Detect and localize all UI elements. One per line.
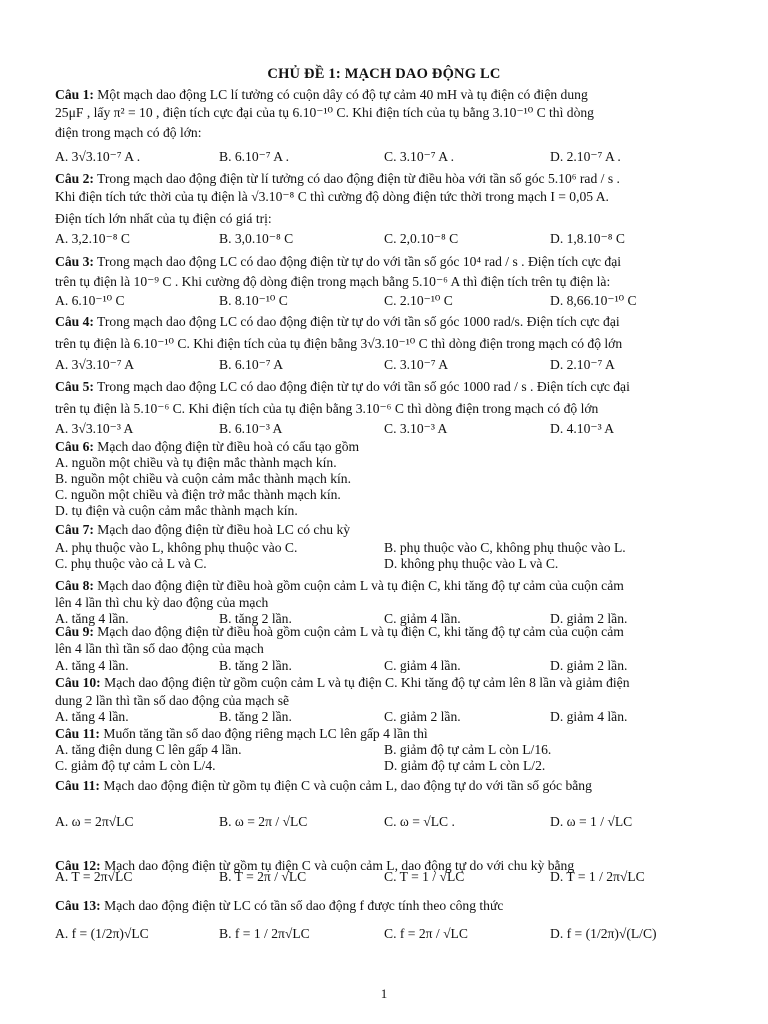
question-text: Trong mạch dao động LC có dao động điện từ tự do với tần số góc 1000 rad / s . Điện tích cực đại bbox=[93, 379, 630, 394]
answer-option-A[interactable]: A. 3,2.10⁻⁸ C bbox=[55, 231, 130, 246]
answer-option-A[interactable]: A. 6.10⁻¹⁰ C bbox=[55, 293, 125, 308]
question-text: Muốn tăng tần số dao động riêng mạch LC lên gấp 4 lần thì bbox=[99, 726, 428, 741]
answer-option-B[interactable]: B. T = 2π / √LC bbox=[219, 869, 307, 884]
answer-option-B[interactable]: B. tăng 2 lần. bbox=[219, 709, 292, 724]
answer-option-D[interactable]: D. ω = 1 / √LC bbox=[550, 814, 633, 829]
answer-option-D[interactable]: D. f = (1/2π)√(L/C) bbox=[550, 926, 657, 941]
question-8-line-1 bbox=[55, 577, 715, 594]
answer-option-C[interactable]: C. ω = √LC . bbox=[384, 814, 455, 829]
question-8-line-2 bbox=[55, 594, 715, 611]
question-label: Câu 9: bbox=[55, 624, 94, 639]
page-number: 1 bbox=[380, 986, 388, 1001]
answer-option-C[interactable]: C. 3.10⁻⁷ A . bbox=[384, 149, 455, 164]
question-2-line-2 bbox=[55, 188, 715, 205]
question-text: Điện tích lớn nhất của tụ điện có giá trị: bbox=[55, 211, 272, 226]
answer-option-C[interactable]: C. giảm 4 lần. bbox=[384, 611, 461, 626]
question-text: Trong mạch dao động điện từ lí tưởng có dao động điện từ điều hòa với tần số góc 5.10⁶ rad / s . bbox=[93, 171, 620, 186]
answer-option-C[interactable]: C. giảm 2 lần. bbox=[384, 709, 461, 724]
answer-option-B[interactable]: B. 6.10⁻³ A bbox=[219, 421, 283, 436]
question-text: lên 4 lần thì tần số dao động của mạch bbox=[55, 641, 264, 656]
question-10-line-1 bbox=[55, 674, 715, 691]
answer-option-A[interactable]: A. tăng 4 lần. bbox=[55, 709, 129, 724]
question-text: Mạch dao động điện từ LC có tần số dao động f được tính theo công thức bbox=[100, 898, 504, 913]
question-text: Một mạch dao động LC lí tưởng có cuộn dây có độ tự cảm 40 mH và tụ điện có điện dung bbox=[93, 87, 588, 102]
question-4-line-1 bbox=[55, 313, 715, 330]
question-label: Câu 6: bbox=[55, 439, 94, 454]
answer-option-C[interactable]: C. 2.10⁻¹⁰ C bbox=[384, 293, 453, 308]
answer-option-A[interactable]: A. nguồn một chiều và tụ điện mắc thành mạch kín. bbox=[55, 455, 337, 470]
question-text: trên tụ điện là 5.10⁻⁶ C. Khi điện tích của tụ điện bằng 3.10⁻⁶ C thì dòng điện trong mạch có độ lớn bbox=[55, 401, 599, 416]
answer-option-D[interactable]: D. giảm 2 lần. bbox=[550, 658, 628, 673]
question-label: Câu 11: bbox=[55, 726, 100, 741]
answer-option-B[interactable]: B. 3,0.10⁻⁸ C bbox=[219, 231, 294, 246]
question-5-line-2 bbox=[55, 400, 715, 417]
question-5-line-1 bbox=[55, 378, 715, 395]
question-text: Mạch dao động điện từ điều hoà có cấu tạo gồm bbox=[93, 439, 360, 454]
question-1-line-1 bbox=[55, 86, 715, 103]
question-text: Khi điện tích tức thời của tụ điện là √3.10⁻⁸ C thì cường độ dòng điện tức thời trong mạch I = 0,05 A. bbox=[55, 189, 609, 204]
question-12-line-1 bbox=[55, 777, 715, 794]
question-text: Mạch dao động điện từ điều hoà gồm cuộn cảm L và tụ điện C, khi tăng độ tự cảm của cuộn cảm bbox=[93, 578, 624, 593]
question-text: dung 2 lần thì tần số dao động của mạch sẽ bbox=[55, 693, 290, 708]
question-label: Câu 4: bbox=[55, 314, 94, 329]
question-9-line-2 bbox=[55, 640, 715, 657]
question-9-line-1 bbox=[55, 623, 715, 640]
answer-option-B[interactable]: B. 6.10⁻⁷ A . bbox=[219, 149, 290, 164]
question-text: trên tụ điện là 6.10⁻¹⁰ C. Khi điện tích của tụ điện bằng 3√3.10⁻¹⁰ C thì dòng điện trong mạch có độ lớn bbox=[55, 336, 623, 351]
answer-row bbox=[55, 149, 715, 167]
answer-option-D[interactable]: D. 2.10⁻⁷ A . bbox=[550, 149, 621, 164]
answer-option-A[interactable]: A. tăng 4 lần. bbox=[55, 611, 129, 626]
question-2-line-1 bbox=[55, 170, 715, 187]
answer-option-A[interactable]: A. phụ thuộc vào L, không phụ thuộc vào C. bbox=[55, 540, 298, 555]
answer-option-C[interactable]: C. giảm độ tự cảm L còn L/4. bbox=[55, 758, 216, 773]
answer-option-B[interactable]: B. 8.10⁻¹⁰ C bbox=[219, 293, 288, 308]
answer-option-A[interactable]: A. f = (1/2π)√LC bbox=[55, 926, 149, 941]
answer-option-D[interactable]: D. 1,8.10⁻⁸ C bbox=[550, 231, 625, 246]
answer-option-A[interactable]: A. T = 2π√LC bbox=[55, 869, 133, 884]
answer-option-C[interactable]: C. 3.10⁻³ A bbox=[384, 421, 448, 436]
question-label: Câu 1: bbox=[55, 87, 94, 102]
answer-row bbox=[55, 814, 715, 832]
answer-option-C[interactable]: C. nguồn một chiều và điện trở mắc thành mạch kín. bbox=[55, 487, 341, 502]
answer-row bbox=[55, 293, 715, 311]
answer-option-C[interactable]: C. phụ thuộc vào cả L và C. bbox=[55, 556, 207, 571]
answer-option-C[interactable]: C. f = 2π / √LC bbox=[384, 926, 468, 941]
answer-option-B[interactable]: B. giảm độ tự cảm L còn L/16. bbox=[384, 742, 552, 757]
question-label: Câu 10: bbox=[55, 675, 101, 690]
question-11-line-1 bbox=[55, 725, 715, 742]
answer-row bbox=[55, 869, 715, 887]
question-10-line-2 bbox=[55, 692, 715, 709]
answer-option-A[interactable]: A. ω = 2π√LC bbox=[55, 814, 134, 829]
answer-option-A[interactable]: A. tăng 4 lần. bbox=[55, 658, 129, 673]
answer-option-D[interactable]: D. T = 1 / 2π√LC bbox=[550, 869, 645, 884]
answer-option-D[interactable]: D. giảm độ tự cảm L còn L/2. bbox=[384, 758, 546, 773]
question-text: 25μF , lấy π² = 10 , điện tích cực đại của tụ 6.10⁻¹⁰ C. Khi điện tích của tụ bằng 3.10⁻¹⁰ C thì dòng bbox=[55, 105, 594, 120]
question-label: Câu 8: bbox=[55, 578, 94, 593]
question-text: Trong mạch dao động LC có dao động điện từ tự do với tần số góc 10⁴ rad / s . Điện tích cực đại bbox=[93, 254, 622, 269]
question-text: Mạch dao động điện từ gồm cuộn cảm L và tụ điện C. Khi tăng độ tự cảm lên 8 lần và giảm điện bbox=[100, 675, 630, 690]
answer-row bbox=[55, 556, 715, 574]
answer-option-C[interactable]: C. 2,0.10⁻⁸ C bbox=[384, 231, 459, 246]
question-2-line-3 bbox=[55, 210, 715, 227]
question-4-line-2 bbox=[55, 335, 715, 352]
question-label: Câu 3: bbox=[55, 254, 94, 269]
answer-row bbox=[55, 758, 715, 776]
question-7-line-1 bbox=[55, 521, 715, 538]
question-text: Trong mạch dao động LC có dao động điện từ tự do với tần số góc 1000 rad/s. Điện tích cực đại bbox=[93, 314, 620, 329]
answer-option-D[interactable]: D. tụ điện và cuộn cảm mắc thành mạch kín. bbox=[55, 503, 298, 518]
answer-option-B[interactable]: B. nguồn một chiều và cuộn cảm mắc thành mạch kín. bbox=[55, 471, 351, 486]
answer-option-D[interactable]: D. giảm 4 lần. bbox=[550, 709, 628, 724]
answer-option-B[interactable]: B. phụ thuộc vào C, không phụ thuộc vào L. bbox=[384, 540, 626, 555]
question-1-line-3 bbox=[55, 124, 715, 141]
question-3-line-2 bbox=[55, 273, 715, 290]
question-6-line-1 bbox=[55, 438, 715, 455]
question-text: điện trong mạch có độ lớn: bbox=[55, 125, 202, 140]
answer-option-A[interactable]: A. 3√3.10⁻³ A bbox=[55, 421, 134, 436]
question-text: Mạch dao động điện từ điều hoà gồm cuộn cảm L và tụ điện C, khi tăng độ tự cảm của cuộn cảm bbox=[93, 624, 624, 639]
answer-option-D[interactable]: D. 8,66.10⁻¹⁰ C bbox=[550, 293, 637, 308]
question-label: Câu 12: bbox=[55, 858, 101, 873]
question-label: Câu 5: bbox=[55, 379, 94, 394]
question-label: Câu 7: bbox=[55, 522, 94, 537]
answer-option-B[interactable]: B. tăng 2 lần. bbox=[219, 658, 292, 673]
question-3-line-1 bbox=[55, 253, 715, 270]
answer-row bbox=[55, 503, 715, 521]
answer-option-B[interactable]: B. f = 1 / 2π√LC bbox=[219, 926, 310, 941]
answer-row bbox=[55, 357, 715, 375]
question-label: Câu 2: bbox=[55, 171, 94, 186]
answer-option-B[interactable]: B. tăng 2 lần. bbox=[219, 611, 292, 626]
page-title: CHỦ ĐỀ 1: MẠCH DAO ĐỘNG LC bbox=[267, 66, 501, 82]
answer-row bbox=[55, 926, 715, 944]
question-text: Mạch dao động điện từ gồm tụ điện C và cuộn cảm L, dao động tự do với chu kỳ bằng bbox=[100, 858, 575, 873]
question-label: Câu 13: bbox=[55, 898, 101, 913]
question-1-line-2 bbox=[55, 104, 715, 121]
answer-option-D[interactable]: D. không phụ thuộc vào L và C. bbox=[384, 556, 559, 571]
question-text: Mạch dao động điện từ điều hoà LC có chu kỳ bbox=[93, 522, 351, 537]
answer-option-D[interactable]: D. giảm 2 lần. bbox=[550, 611, 628, 626]
question-label: Câu 11: bbox=[55, 778, 100, 793]
answer-row bbox=[55, 231, 715, 249]
answer-option-D[interactable]: D. 4.10⁻³ A bbox=[550, 421, 615, 436]
question-text: trên tụ điện là 10⁻⁹ C . Khi cường độ dòng điện trong mạch bằng 5.10⁻⁶ A thì điện tích trên tụ điện là: bbox=[55, 274, 611, 289]
answer-row bbox=[55, 421, 715, 439]
answer-option-C[interactable]: C. T = 1 / √LC bbox=[384, 869, 465, 884]
answer-option-A[interactable]: A. tăng điện dung C lên gấp 4 lần. bbox=[55, 742, 242, 757]
answer-option-A[interactable]: A. 3√3.10⁻⁷ A . bbox=[55, 149, 141, 164]
answer-option-A[interactable]: A. 3√3.10⁻⁷ A bbox=[55, 357, 135, 372]
answer-option-C[interactable]: C. giảm 4 lần. bbox=[384, 658, 461, 673]
answer-option-C[interactable]: C. 3.10⁻⁷ A bbox=[384, 357, 449, 372]
question-text: Mạch dao động điện từ gồm tụ điện C và cuộn cảm L, dao động tự do với tần số góc bằng bbox=[99, 778, 592, 793]
answer-option-D[interactable]: D. 2.10⁻⁷ A bbox=[550, 357, 615, 372]
question-text: lên 4 lần thì chu kỳ dao động của mạch bbox=[55, 595, 269, 610]
answer-option-B[interactable]: B. 6.10⁻⁷ A bbox=[219, 357, 284, 372]
answer-option-B[interactable]: B. ω = 2π / √LC bbox=[219, 814, 308, 829]
question-14-line-1 bbox=[55, 897, 715, 914]
